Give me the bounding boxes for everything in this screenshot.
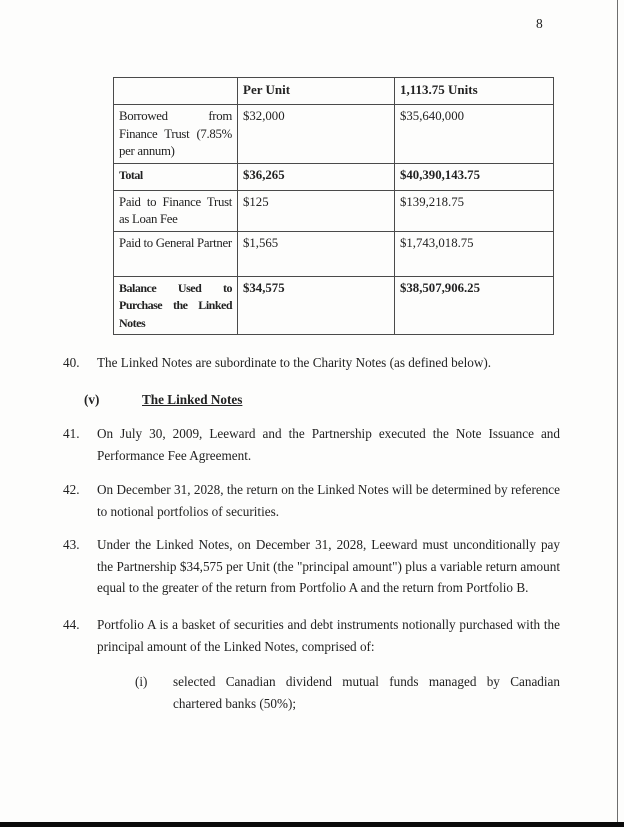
- table-row-borrowed: [114, 105, 554, 164]
- table-row-total: [114, 163, 554, 190]
- scan-bottom-edge-artifact: [0, 822, 624, 827]
- paragraph-42: [63, 479, 560, 522]
- table-header-per-unit: Per Unit: [238, 78, 395, 105]
- list-item-i: [135, 671, 560, 714]
- paragraph-40: [63, 352, 560, 374]
- table-cell-label: Balance Used to Purchase the Linked Notes: [114, 276, 238, 335]
- table-cell-per-unit: $34,575: [238, 276, 395, 335]
- paragraph-text: On July 30, 2009, Leeward and the Partnership executed the Note Issuance and Performance Fee Agreement.: [97, 426, 560, 463]
- table-header-row: [114, 78, 554, 105]
- paragraph-44: [63, 614, 560, 657]
- table-cell-total: $1,743,018.75: [395, 231, 554, 276]
- table-cell-total: $38,507,906.25: [395, 276, 554, 335]
- table-cell-total: $40,390,143.75: [395, 163, 554, 190]
- financing-table: [113, 77, 554, 335]
- paragraph-text: Under the Linked Notes, on December 31, 2028, Leeward must unconditionally pay the Partnership $34,575 per Unit (the "principal amount") plus a variable return amount equal to the greater of the return from Portfolio A and the return from Portfolio B.: [97, 537, 560, 595]
- table-row-loan-fee: [114, 190, 554, 231]
- table-header-empty: [114, 78, 238, 105]
- table-cell-label: Total: [114, 163, 238, 190]
- table-cell-total: $35,640,000: [395, 105, 554, 164]
- table-cell-per-unit: $36,265: [238, 163, 395, 190]
- table-cell-label: Borrowed from Finance Trust (7.85% per annum): [114, 105, 238, 164]
- scan-right-edge-artifact: [617, 0, 618, 827]
- table-cell-total: $139,218.75: [395, 190, 554, 231]
- table-cell-per-unit: $1,565: [238, 231, 395, 276]
- paragraph-number: 43.: [63, 537, 80, 552]
- table-cell-label: Paid to General Partner: [114, 231, 238, 276]
- table-cell-per-unit: $125: [238, 190, 395, 231]
- section-marker: (v): [84, 392, 100, 407]
- paragraph-text: On December 31, 2028, the return on the Linked Notes will be determined by reference to notional portfolios of securities.: [97, 482, 560, 519]
- list-item-text: selected Canadian dividend mutual funds managed by Canadian chartered banks (50%);: [173, 674, 560, 711]
- paragraph-number: 44.: [63, 617, 80, 632]
- table-cell-label: Paid to Finance Trust as Loan Fee: [114, 190, 238, 231]
- section-heading-linked-notes: [84, 389, 242, 411]
- page-number: 8: [536, 16, 543, 31]
- paragraph-number: 41.: [63, 426, 80, 441]
- list-item-marker: (i): [135, 674, 148, 689]
- paragraph-number: 42.: [63, 482, 80, 497]
- table-row-balance: [114, 276, 554, 335]
- paragraph-text: The Linked Notes are subordinate to the Charity Notes (as defined below).: [97, 355, 492, 370]
- table-header-total-units: 1,113.75 Units: [395, 78, 554, 105]
- paragraph-number: 40.: [63, 355, 80, 370]
- table-row-general-partner: [114, 231, 554, 276]
- table-cell-per-unit: $32,000: [238, 105, 395, 164]
- paragraph-43: [63, 534, 560, 599]
- paragraph-41: [63, 423, 560, 466]
- section-title: The Linked Notes: [142, 392, 243, 407]
- paragraph-text: Portfolio A is a basket of securities and debt instruments notionally purchased with the principal amount of the Linked Notes, comprised of:: [97, 617, 560, 654]
